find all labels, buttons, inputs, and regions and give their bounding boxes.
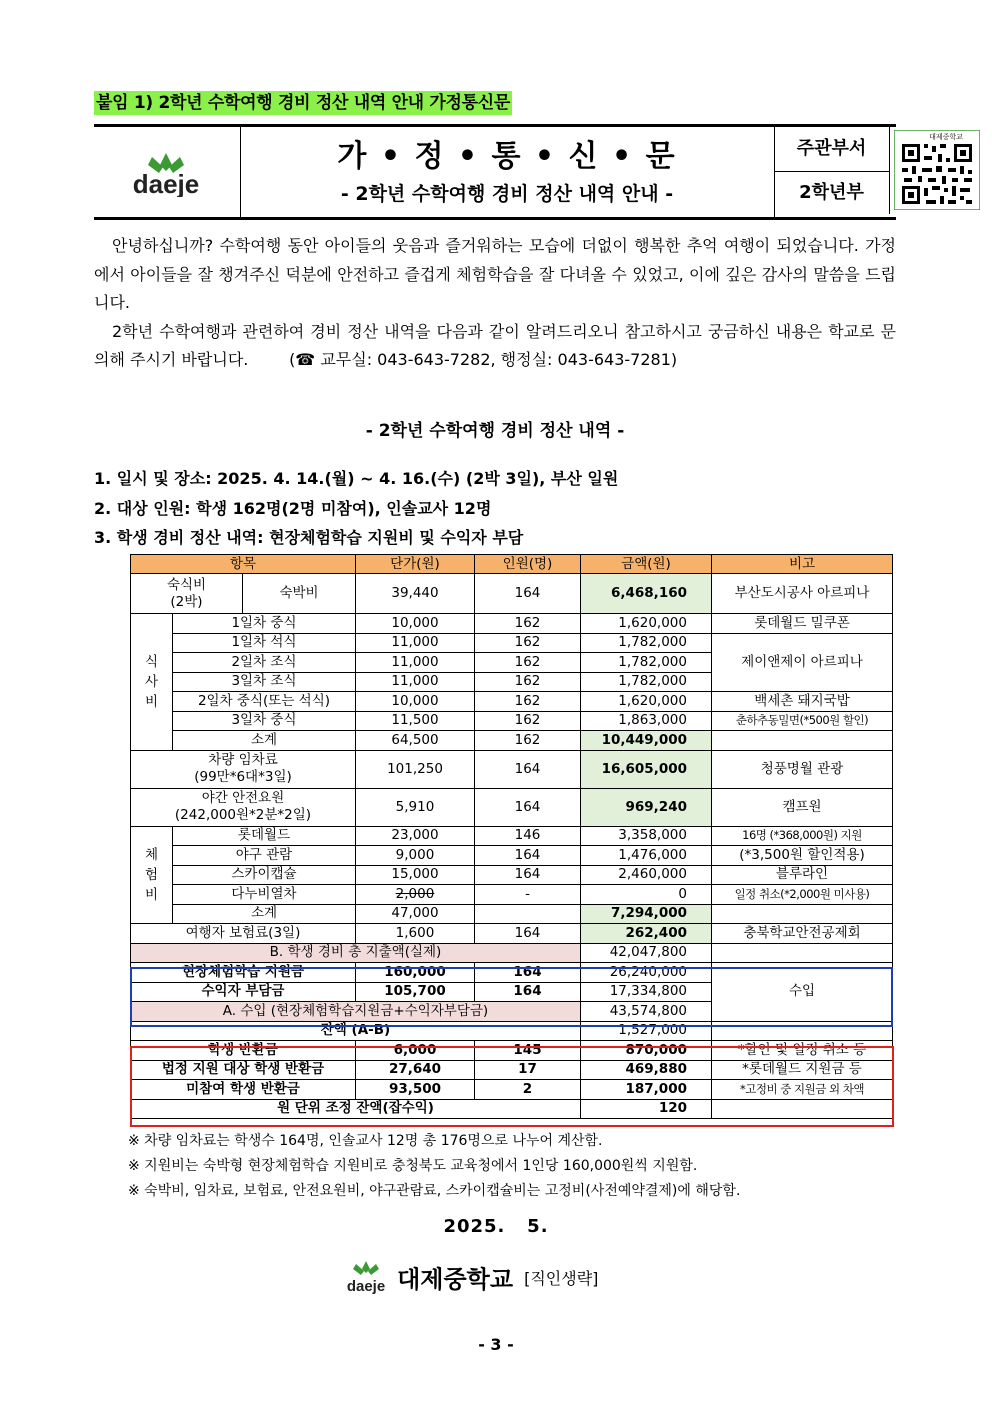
exp-name: 스카이캡슐	[173, 865, 356, 885]
small-logo-text: daeje	[346, 1278, 386, 1295]
safety-unit: 5,910	[356, 788, 475, 826]
total-expense-label: B. 학생 경비 총 지출액(실제)	[131, 943, 581, 963]
lodging-count: 164	[475, 574, 581, 614]
vehicle-amount: 16,605,000	[581, 750, 712, 788]
header-count: 인원(명)	[475, 555, 581, 574]
refund-amount: 870,000	[581, 1041, 712, 1061]
refund-note: *롯데월드 지원금 등	[712, 1060, 893, 1080]
subtotal-unit: 64,500	[356, 731, 475, 751]
lodging-amount: 6,468,160	[581, 574, 712, 614]
exp-group: 체 험 비	[131, 826, 173, 924]
beneficiary-unit: 105,700	[356, 982, 475, 1002]
meal-amount: 1,863,000	[581, 711, 712, 731]
header-unit: 단가(원)	[356, 555, 475, 574]
intro-paragraph-2	[94, 318, 896, 375]
meal-note: 춘하추동밀면(*500원 할인)	[712, 711, 893, 731]
page-number: - 3 -	[478, 1335, 514, 1354]
header-note: 비고	[712, 555, 893, 574]
vehicle-note: 청풍명월 관광	[712, 750, 893, 788]
safety-count: 164	[475, 788, 581, 826]
subtotal-amount: 10,449,000	[581, 731, 712, 751]
meal-unit: 10,000	[356, 614, 475, 634]
refund-unit: 6,000	[356, 1041, 475, 1061]
item-participants: 2. 대상 인원: 학생 162명(2명 미참여), 인솔교사 12명	[94, 499, 492, 518]
exp-amount: 3,358,000	[581, 826, 712, 846]
table-row-balance	[131, 1021, 893, 1041]
refund-name: 학생 반환금	[131, 1041, 356, 1061]
refund-count: 17	[475, 1060, 581, 1080]
empty-cell	[712, 1099, 893, 1119]
daeje-small-logo-icon	[340, 1259, 392, 1295]
exp-note: (*3,500원 할인적용)	[712, 846, 893, 866]
table-row-exp-1	[131, 826, 893, 846]
header-amount: 금액(원)	[581, 555, 712, 574]
meal-name: 3일차 조식	[173, 672, 356, 692]
exp-unit: 9,000	[356, 846, 475, 866]
table-row-exp-subtotal	[131, 904, 893, 924]
meal-count: 162	[475, 711, 581, 731]
table-row-total-expense	[131, 943, 893, 963]
exp-note: 블루라인	[712, 865, 893, 885]
table-row-refund-3	[131, 1080, 893, 1100]
school-signature	[340, 1259, 598, 1299]
stamp-omitted: [직인생략]	[524, 1268, 599, 1288]
safety-amount: 969,240	[581, 788, 712, 826]
meal-name: 3일차 중식	[173, 711, 356, 731]
qr-caption: 대제중학교	[929, 133, 963, 141]
table-row-meal-2	[131, 633, 893, 653]
refund-unit: 93,500	[356, 1080, 475, 1100]
dept-label: 주관부서	[774, 127, 890, 172]
refund-count: 2	[475, 1080, 581, 1100]
exp-count: 164	[475, 846, 581, 866]
meal-unit: 11,000	[356, 653, 475, 673]
subtotal-count: 162	[475, 731, 581, 751]
exp-count: 146	[475, 826, 581, 846]
dept-cell	[774, 127, 890, 217]
table-row-meal-6	[131, 711, 893, 731]
beneficiary-name: 수익자 부담금	[131, 982, 356, 1002]
table-row-vehicle	[131, 750, 893, 788]
total-expense-amount: 42,047,800	[581, 943, 712, 963]
daeje-logo-icon	[116, 149, 216, 197]
meal-count: 162	[475, 614, 581, 634]
meal-unit: 10,000	[356, 692, 475, 712]
vehicle-name: 차량 임차료 (99만*6대*3일)	[131, 750, 356, 788]
table-row-lodging	[131, 574, 893, 614]
table-row-insurance	[131, 924, 893, 944]
income-total-label: A. 수입 (현장체험학습지원금+수익자부담금)	[131, 1002, 581, 1022]
support-count: 164	[475, 963, 581, 983]
meal-count: 162	[475, 653, 581, 673]
subtotal-amount: 7,294,000	[581, 904, 712, 924]
table-row-rounding	[131, 1099, 893, 1119]
table-row-refund-1	[131, 1041, 893, 1061]
table-row-exp-2	[131, 846, 893, 866]
exp-note: 일정 취소(*2,000원 미사용)	[712, 885, 893, 905]
meal-name: 2일차 조식	[173, 653, 356, 673]
exp-count: -	[475, 885, 581, 905]
sub-title: - 2학년 수학여행 경비 정산 내역 안내 -	[340, 183, 674, 205]
intro-paragraph-1: 안녕하십니까? 수학여행 동안 아이들의 웃음과 즐거워하는 모습에 더없이 행복한 추억 여행이 되었습니다. 가정에서 아이들을 잘 챙겨주신 덕분에 안전하고 즐겁게 체험학습을 잘 다녀올 수 있었고, 이에 깊은 감사의 말씀을 드립니다.	[94, 236, 896, 312]
logo-text: daeje	[132, 169, 200, 197]
vehicle-unit: 101,250	[356, 750, 475, 788]
exp-name: 롯데월드	[173, 826, 356, 846]
meal-group: 식 사 비	[131, 614, 173, 751]
vehicle-count: 164	[475, 750, 581, 788]
exp-name: 야구 관람	[173, 846, 356, 866]
table-row-exp-3	[131, 865, 893, 885]
table-row-safety	[131, 788, 893, 826]
empty-cell	[712, 1021, 893, 1041]
lodging-unit: 39,440	[356, 574, 475, 614]
table-row-meal-1	[131, 614, 893, 634]
meal-unit: 11,500	[356, 711, 475, 731]
note-3: ※ 숙박비, 임차료, 보험료, 안전요원비, 야구관람료, 스카이캡슐비는 고정비(사전예약결제)에 해당함.	[128, 1183, 741, 1199]
meal-note: 백세촌 돼지국밥	[712, 692, 893, 712]
beneficiary-count: 164	[475, 982, 581, 1002]
exp-note: 16명 (*368,000원) 지원	[712, 826, 893, 846]
balance-amount: 1,527,000	[581, 1021, 712, 1041]
meal-unit: 11,000	[356, 672, 475, 692]
contact-info: (☎ 교무실: 043-643-7282, 행정실: 043-643-7281)	[289, 350, 678, 369]
refund-amount: 469,880	[581, 1060, 712, 1080]
rounding-amount: 120	[581, 1099, 712, 1119]
logo-cell	[94, 127, 241, 217]
title-cell	[240, 127, 775, 217]
note-1: ※ 차량 임차료는 학생수 164명, 인솔교사 12명 총 176명으로 나누어 계산함.	[128, 1133, 603, 1149]
table-row-refund-2	[131, 1060, 893, 1080]
table-row-exp-4	[131, 885, 893, 905]
exp-unit: 2,000	[356, 885, 475, 905]
subtotal-count	[475, 904, 581, 924]
school-name: 대제중학교	[397, 1265, 514, 1294]
rounding-label: 원 단위 조정 잔액(잡수익)	[131, 1099, 581, 1119]
refund-note: *할인 및 일정 취소 등	[712, 1041, 893, 1061]
meal-amount: 1,782,000	[581, 653, 712, 673]
qr-code-icon	[894, 130, 980, 210]
table-row-meal-5	[131, 692, 893, 712]
exp-name: 다누비열차	[173, 885, 356, 905]
safety-note: 캠프원	[712, 788, 893, 826]
attachment-title: 붙임 1) 2학년 수학여행 경비 정산 내역 안내 가정통신문	[96, 93, 511, 113]
insurance-amount: 262,400	[581, 924, 712, 944]
subtotal-label: 소계	[173, 904, 356, 924]
meal-note: 롯데월드 밀쿠폰	[712, 614, 893, 634]
income-note: 수입	[712, 963, 893, 1022]
lodging-name: 숙박비	[243, 574, 356, 614]
meal-amount: 1,620,000	[581, 614, 712, 634]
exp-unit: 23,000	[356, 826, 475, 846]
section-title: - 2학년 수학여행 경비 정산 내역 -	[365, 421, 625, 441]
meal-count: 162	[475, 672, 581, 692]
subtotal-label: 소계	[173, 731, 356, 751]
meal-count: 162	[475, 692, 581, 712]
main-title: 가 • 정 • 통 • 신 • 문	[337, 139, 677, 174]
item-date-place: 1. 일시 및 장소: 2025. 4. 14.(월) ~ 4. 16.(수) (2박 3일), 부산 일원	[94, 469, 619, 488]
intro-text	[94, 232, 896, 375]
table-row-support	[131, 963, 893, 983]
lodging-note: 부산도시공사 아르피나	[712, 574, 893, 614]
expense-table	[130, 554, 893, 1119]
meal-count: 162	[475, 633, 581, 653]
insurance-name: 여행자 보험료(3일)	[131, 924, 356, 944]
item-expense-detail: 3. 학생 경비 정산 내역: 현장체험학습 지원비 및 수익자 부담	[94, 528, 524, 547]
empty-cell	[712, 731, 893, 751]
subtotal-unit: 47,000	[356, 904, 475, 924]
lodging-group: 숙식비 (2박)	[131, 574, 243, 614]
table-header-row	[131, 555, 893, 574]
support-unit: 160,000	[356, 963, 475, 983]
meal-amount: 1,620,000	[581, 692, 712, 712]
refund-note: *고정비 중 지원금 외 차액	[712, 1080, 893, 1100]
empty-cell	[712, 904, 893, 924]
refund-name: 미참여 학생 반환금	[131, 1080, 356, 1100]
exp-amount: 2,460,000	[581, 865, 712, 885]
exp-count: 164	[475, 865, 581, 885]
refund-amount: 187,000	[581, 1080, 712, 1100]
dept-value: 2학년부	[774, 172, 890, 214]
empty-cell	[712, 943, 893, 963]
issue-date: 2025. 5.	[443, 1216, 549, 1237]
meal-name: 1일차 중식	[173, 614, 356, 634]
refund-count: 145	[475, 1041, 581, 1061]
intro-paragraph-2-text: 2학년 수학여행과 관련하여 경비 정산 내역을 다음과 같이 알려드리오니 참고하시고 궁금하신 내용은 학교로 문의해 주시기 바랍니다.	[94, 321, 896, 369]
meal-note-merged: 제이앤제이 아르피나	[712, 633, 893, 692]
header-item: 항목	[131, 555, 356, 574]
note-2: ※ 지원비는 숙박형 현장체험학습 지원비로 충청북도 교육청에서 1인당 160,000원씩 지원함.	[128, 1158, 698, 1174]
meal-amount: 1,782,000	[581, 672, 712, 692]
insurance-count: 164	[475, 924, 581, 944]
balance-label: 잔액 (A-B)	[131, 1021, 581, 1041]
exp-amount: 0	[581, 885, 712, 905]
meal-amount: 1,782,000	[581, 633, 712, 653]
support-name: 현장체험학습 지원금	[131, 963, 356, 983]
meal-name: 1일차 석식	[173, 633, 356, 653]
support-amount: 26,240,000	[581, 963, 712, 983]
safety-name: 야간 안전요원 (242,000원*2분*2일)	[131, 788, 356, 826]
exp-amount: 1,476,000	[581, 846, 712, 866]
table-row-meal-subtotal	[131, 731, 893, 751]
exp-unit: 15,000	[356, 865, 475, 885]
insurance-unit: 1,600	[356, 924, 475, 944]
refund-unit: 27,640	[356, 1060, 475, 1080]
beneficiary-amount: 17,334,800	[581, 982, 712, 1002]
meal-name: 2일차 중식(또는 석식)	[173, 692, 356, 712]
income-total-amount: 43,574,800	[581, 1002, 712, 1022]
insurance-note: 충북학교안전공제회	[712, 924, 893, 944]
letter-header	[94, 124, 963, 220]
meal-unit: 11,000	[356, 633, 475, 653]
refund-name: 법정 지원 대상 학생 반환금	[131, 1060, 356, 1080]
